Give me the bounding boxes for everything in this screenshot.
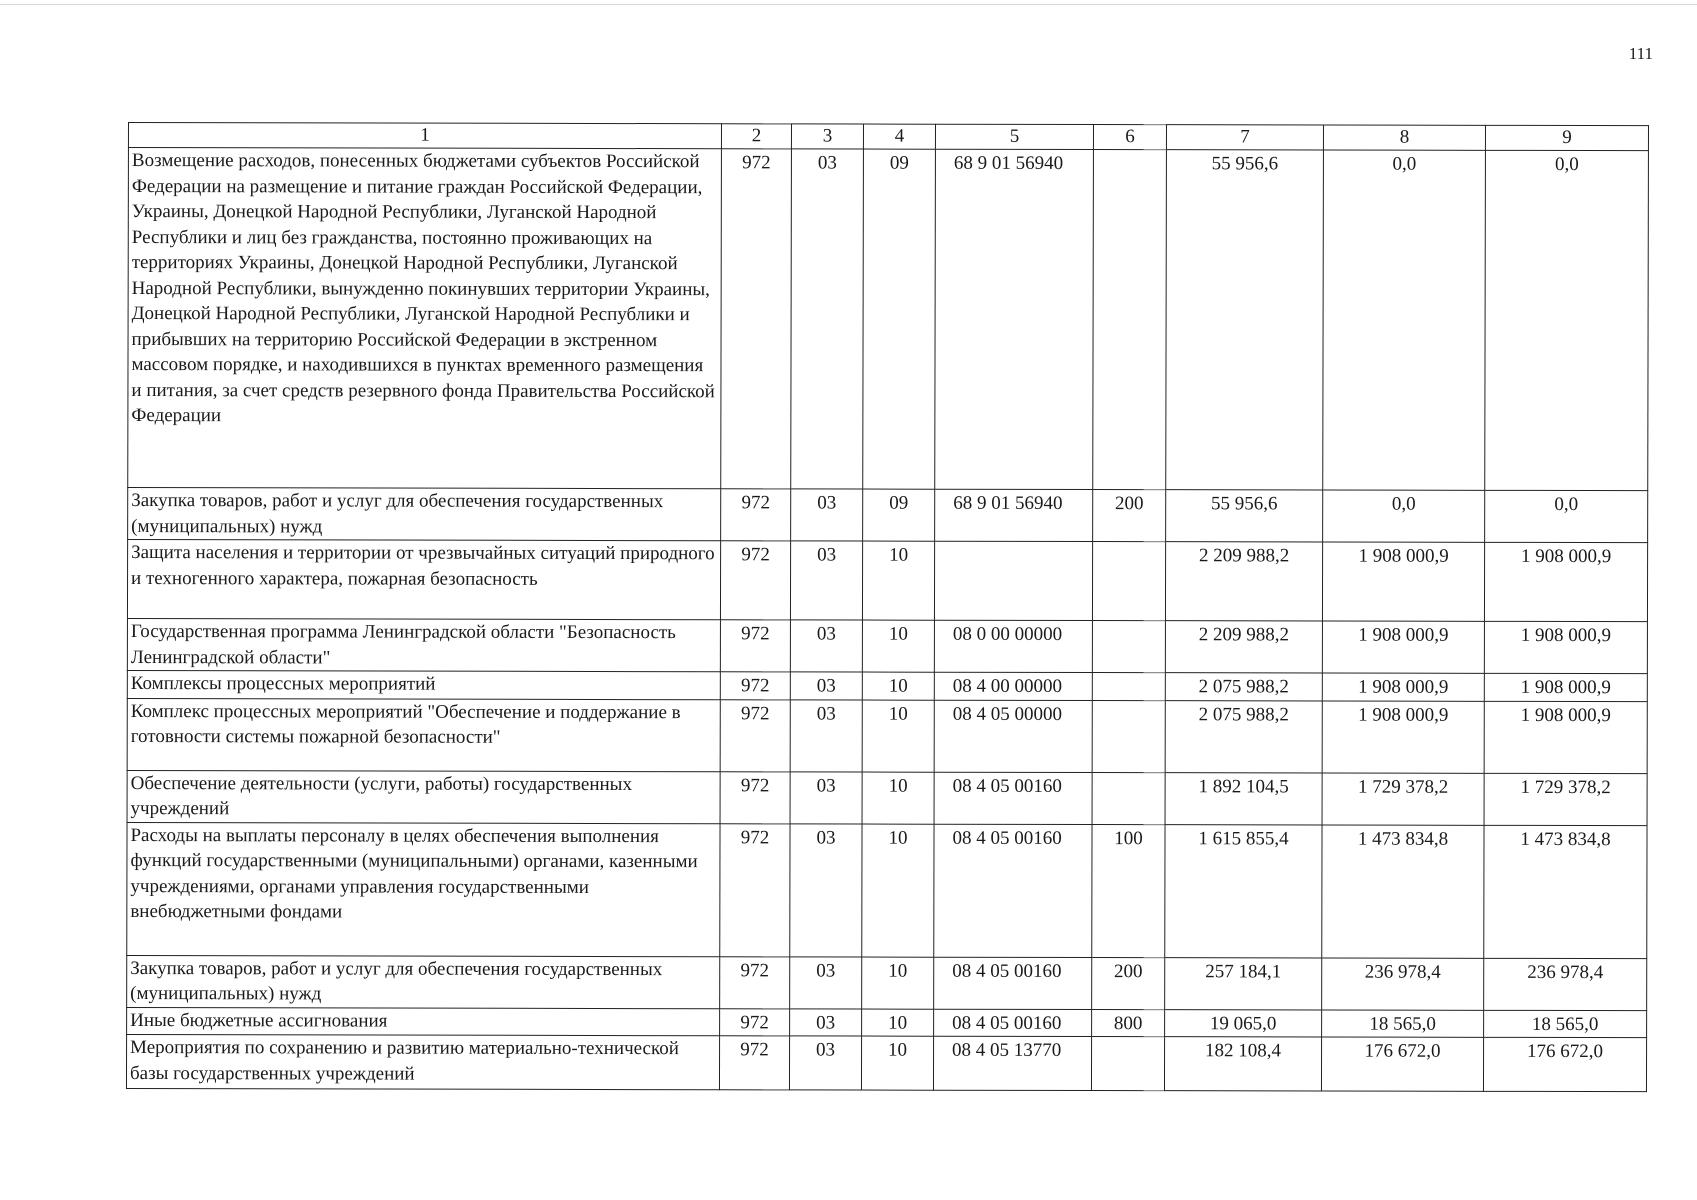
col-3-cell: 03 [790, 956, 862, 1008]
col-5-cell: 08 4 05 00160 [934, 824, 1092, 957]
page-top-edge [0, 4, 1697, 5]
col-9-cell: 0,0 [1485, 150, 1649, 490]
col-7-cell: 55 956,6 [1166, 490, 1323, 542]
col-3-cell: 03 [791, 489, 863, 541]
col-3-cell: 03 [790, 672, 862, 700]
col-3-cell: 03 [790, 771, 862, 823]
table-header-row [128, 123, 1648, 151]
col-8-cell: 1 473 834,8 [1322, 825, 1484, 958]
col-9-cell: 1 908 000,9 [1484, 673, 1647, 701]
column-header: 3 [791, 124, 863, 149]
col-5-cell [934, 541, 1092, 620]
col-2-cell: 972 [720, 823, 790, 956]
col-6-cell [1093, 150, 1167, 490]
col-2-cell: 972 [720, 771, 790, 823]
col-4-cell: 09 [863, 489, 935, 541]
table-row [127, 822, 1647, 958]
col-2-cell: 972 [721, 149, 792, 489]
col-8-cell: 1 908 000,9 [1322, 542, 1484, 621]
col-8-cell: 1 729 378,2 [1322, 773, 1484, 825]
col-3-cell: 03 [791, 149, 864, 489]
col-6-cell [1092, 700, 1165, 772]
col-2-cell: 972 [720, 672, 790, 700]
row-name: Закупка товаров, работ и услуг для обеспечения государственных (муниципальных) нужд [128, 488, 721, 541]
table-row [127, 540, 1647, 622]
column-header: 9 [1485, 125, 1648, 150]
col-6-cell: 800 [1092, 1009, 1165, 1037]
col-5-cell: 08 4 00 00000 [934, 672, 1092, 700]
col-5-cell: 68 9 01 56940 [935, 489, 1093, 541]
column-header: 2 [721, 124, 791, 149]
col-5-cell: 08 0 00 00000 [934, 620, 1092, 672]
col-4-cell: 10 [862, 700, 934, 772]
col-7-cell: 1 615 855,4 [1165, 824, 1322, 957]
col-8-cell: 0,0 [1323, 490, 1485, 542]
col-9-cell: 236 978,4 [1484, 958, 1647, 1010]
col-5-cell: 08 4 05 13770 [933, 1036, 1091, 1090]
table-row [127, 698, 1647, 773]
col-2-cell: 972 [720, 541, 790, 620]
col-6-cell: 200 [1093, 490, 1166, 542]
column-header: 1 [128, 123, 721, 149]
row-name: Комплекс процессных мероприятий "Обеспечение и поддержание в готовности системы пожарной безопасности" [127, 698, 720, 771]
col-9-cell: 18 565,0 [1484, 1010, 1647, 1038]
row-name: Возмещение расходов, понесенных бюджетами субъектов Российской Федерации на размещение и питание граждан Российской Федерации, Украины, Донецкой Народной Республики, Луганской Народной Республики и лиц без гражданства, постоянно проживающих на территориях Украины, Донецкой Народной Республики, Луганской Народной Республики, вынужденно покинувших территории Украины, Донецкой Народной Республики, Луганской Народной Республики и прибывших на территорию Российской Федерации в экстренном массовом порядке, и находившихся в пунктах временного размещения и питания, за счет средств резервного фонда Правительства Российской Федерации [128, 148, 722, 489]
col-3-cell: 03 [790, 541, 862, 620]
col-2-cell: 972 [720, 1008, 790, 1036]
col-7-cell: 19 065,0 [1165, 1009, 1322, 1037]
col-6-cell [1091, 1037, 1164, 1091]
col-8-cell: 18 565,0 [1322, 1010, 1484, 1038]
row-name: Комплексы процессных мероприятий [127, 670, 720, 699]
col-6-cell [1092, 673, 1165, 701]
col-9-cell: 1 729 378,2 [1484, 773, 1647, 825]
col-3-cell: 03 [790, 1008, 862, 1036]
col-7-cell: 2 075 988,2 [1165, 700, 1322, 772]
col-4-cell: 09 [863, 149, 936, 489]
col-5-cell: 08 4 05 00160 [934, 772, 1092, 824]
col-2-cell: 972 [720, 956, 790, 1008]
column-header: 6 [1093, 125, 1166, 150]
col-9-cell: 0,0 [1485, 490, 1648, 542]
col-7-cell: 55 956,6 [1166, 150, 1324, 490]
col-5-cell: 08 4 05 00160 [934, 957, 1092, 1009]
col-9-cell: 1 473 834,8 [1484, 825, 1647, 958]
row-name: Обеспечение деятельности (услуги, работы) государственных учреждений [127, 770, 720, 823]
col-7-cell: 2 209 988,2 [1165, 542, 1322, 621]
table-row [127, 670, 1647, 701]
col-5-cell: 08 4 05 00000 [934, 700, 1092, 772]
col-6-cell: 200 [1092, 957, 1165, 1009]
col-2-cell: 972 [720, 620, 790, 672]
row-name: Государственная программа Ленинградской области "Безопасность Ленинградской области" [127, 618, 720, 671]
col-9-cell: 1 908 000,9 [1484, 621, 1647, 673]
col-4-cell: 10 [862, 620, 934, 672]
table-row [128, 148, 1649, 491]
col-6-cell [1092, 542, 1165, 621]
row-name: Расходы на выплаты персоналу в целях обеспечения выполнения функций государственными (муниципальными) органами, казенными учреждениями, органами управления государственными внебюджетными фондами [127, 822, 720, 956]
col-3-cell: 03 [789, 1036, 861, 1090]
col-5-cell: 68 9 01 56940 [935, 149, 1094, 489]
col-4-cell: 10 [862, 1009, 934, 1037]
column-header: 8 [1323, 125, 1485, 150]
row-name: Закупка товаров, работ и услуг для обеспечения государственных (муниципальных) нужд [127, 955, 720, 1008]
table-row [127, 1007, 1647, 1038]
column-header: 5 [935, 124, 1093, 149]
col-8-cell: 176 672,0 [1321, 1037, 1483, 1091]
col-4-cell: 10 [862, 824, 934, 957]
col-7-cell: 182 108,4 [1164, 1037, 1321, 1091]
col-6-cell: 100 [1092, 824, 1165, 957]
col-7-cell: 257 184,1 [1165, 957, 1322, 1009]
col-4-cell: 10 [861, 1036, 933, 1090]
budget-table [126, 122, 1649, 1092]
col-3-cell: 03 [790, 620, 862, 672]
col-8-cell: 0,0 [1323, 150, 1486, 490]
col-8-cell: 1 908 000,9 [1322, 673, 1484, 701]
table-row [127, 770, 1647, 825]
col-4-cell: 10 [862, 672, 934, 700]
col-2-cell: 972 [720, 699, 790, 771]
col-7-cell: 2 075 988,2 [1165, 673, 1322, 701]
col-2-cell: 972 [721, 489, 791, 541]
col-3-cell: 03 [790, 823, 862, 956]
table-row [126, 1034, 1646, 1091]
col-8-cell: 1 908 000,9 [1322, 701, 1484, 773]
col-7-cell: 2 209 988,2 [1165, 621, 1322, 673]
table-row [128, 488, 1648, 543]
col-4-cell: 10 [862, 957, 934, 1009]
col-4-cell: 10 [862, 541, 934, 620]
col-3-cell: 03 [790, 699, 862, 771]
col-6-cell [1092, 772, 1165, 824]
col-9-cell: 176 672,0 [1483, 1037, 1646, 1091]
col-9-cell: 1 908 000,9 [1484, 701, 1647, 773]
col-7-cell: 1 892 104,5 [1165, 772, 1322, 824]
row-name: Мероприятия по сохранению и развитию материально-технической базы государственных учреждений [126, 1034, 719, 1089]
row-name: Защита населения и территории от чрезвычайных ситуаций природного и техногенного характера, пожарная безопасность [127, 540, 720, 620]
column-header: 4 [863, 124, 935, 149]
col-8-cell: 236 978,4 [1322, 958, 1484, 1010]
column-header: 7 [1166, 125, 1323, 150]
table-row [127, 955, 1647, 1010]
col-5-cell: 08 4 05 00160 [934, 1009, 1092, 1037]
table-row [127, 618, 1647, 673]
page-number: 111 [1628, 44, 1653, 63]
col-8-cell: 1 908 000,9 [1322, 621, 1484, 673]
col-4-cell: 10 [862, 772, 934, 824]
col-2-cell: 972 [719, 1036, 789, 1090]
row-name: Иные бюджетные ассигнования [127, 1007, 720, 1036]
col-9-cell: 1 908 000,9 [1484, 542, 1647, 621]
col-6-cell [1092, 621, 1165, 673]
